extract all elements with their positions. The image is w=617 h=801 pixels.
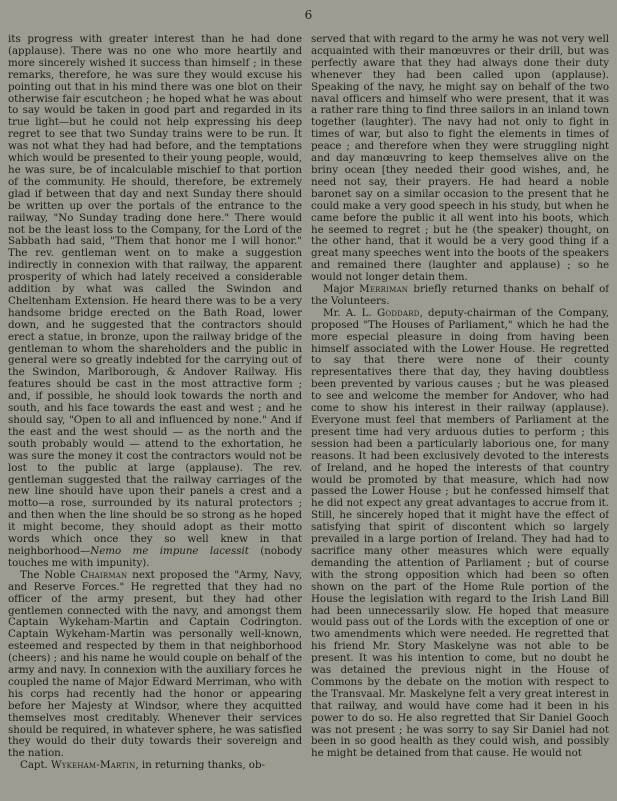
paragraph-text: , in returning thanks, ob- [135,759,265,772]
article-paragraph [311,34,609,284]
speaker-name: Merriman [359,283,409,296]
article-paragraph [311,284,609,308]
paragraph-text: Capt. [20,759,51,772]
paragraph-text: next proposed the "Army, Navy, and Reserve Forces." He regretted that they had no officer of the army present, but they had other gentlemen connected with the navy, and amongst them Captain Wykeham-Martin and Captain Codrington. Captain Wykeham-Martin was personally well-known, esteemed and respected by them in that neighborhood (cheers) ; and his name he would couple on behalf of the army and navy. In connexion with the auxiliary forces he coupled the name of Major Edward Merriman, who with his corps had recently had the honor or appearing before her Majesty at Windsor, where they acquitted themselves most creditably. Whenever their services should be required, in whatever sphere, he was satisfied they would do their duty towards their sovereign and the nation. [8,568,302,760]
paragraph-text: (nobody touches me with impunity). [8,544,302,569]
speaker-name: Chairman [80,568,128,581]
left-column [8,34,302,794]
paragraph-text: its progress with greater interest than he had done (applause). There was no one who more heartily and more sincerely wished it success than himself ; in these remarks, therefore, he was sure they would excuse his pointing out that in his mind there was one blot on their otherwise fair escutcheon ; he hoped what he was about to say would be taken in good part and regarded in its true light—but he could not help expressing his deep regret to see that two Sunday trains were to be run. It was not what they had had before, and the temptations which would be presented to their young people, would, he was sure, be of incalculable mischief to that portion of the community. He should, therefore, be extremely glad if between that day and next Sunday there should be written up over the portals of the entrance to the railway, "No Sunday trading done here." There would not be the least loss to the Company, for the Lord of the Sabbath had said, "Them that honor me I will honor." The rev. gentleman went on to make a suggestion indirectly in connexion with that railway, the apparent prosperity of which had lately received a considerable addition by what was called the Swindon and Cheltenham Extension. He heard there was to be a very handsome bridge erected on the Bath Road, lower down, and he suggested that the contractors should erect a statue, in bronze, upon the railway bridge of the gentleman to whom the shareholders and the public in general were so greatly indebted for the carrying out of the Swindon, Marlborough, & Andover Railway. His features should be cast in the most attractive form ; and, if possible, he should look towards the north and south, and his face towards the east and west ; and he should say, "Open to all and influenced by none." And if the east and the west should — as the north and the south probably would — attend to the exhortation, he was sure the money it cost the contractors would not be lost to the public at large (applause). The rev. gentleman suggested that the railway carriages of the new line should have upon their panels a crest and a motto—a rose, surrounded by its natural protectors ; and then when the line should be so strong as he hoped it might become, they should adopt as their motto words which once they so well knew in that neighborhood— [8,34,302,557]
article-paragraph [8,760,302,772]
article-paragraph [8,34,302,570]
paragraph-text: Mr. A. L. [323,306,377,319]
article-paragraph [311,308,609,760]
page-number: 6 [304,8,313,22]
paragraph-text: briefly returned thanks on behalf of the Volunteers. [311,283,609,307]
speaker-name: Goddard [377,306,420,319]
latin-motto: Nemo me impune lacessit [90,544,249,557]
paragraph-text: Major [323,283,360,296]
paragraph-text: , deputy-chairman of the Company, proposed "The Houses of Parliament," which he had the more especial pleasure in doing from having been himself associated with the Lower House. He regretted to say that there were none of their county representatives there that day, they having doubtless been prevented by various causes ; but he was pleased to see and welcome the member for Andover, who had come to show his interest in their railway (applause). Everyone must feel that members of Parliament at the present time had very arduous duties to perform ; this session had been a particularly laborious one, for many reasons. It had been exclusively devoted to the interests of Ireland, and he hoped the interests of that country would be promoted by that measure, which had now passed the Lower House ; but he confessed himself that he did not expect any great advantages to accrue from it. Still, he sincerely hoped that it might have the effect of satisfying that spirit of discontent which so largely prevailed in a large portion of Ireland. They had had to sacrifice many other measures which were equally demanding the attention of Parliament ; but of course with the strong opposition which had been so often shown on the part of the Home Rule portion of the House the legislation with regard to the Irish Land Bill had been unnecessarily slow. He hoped that measure would pass out of the Lords with the exception of one or two amendments which were needed. He regretted that his friend Mr. Story Maskelyne was not able to be present. It was his intention to come, but no doubt he was detained the previous night in the House of Commons by the debate on the motion with respect to the Transvaal. Mr. Maskelyne felt a very great interest in that railway, and would have come had it been in his power to do so. He also regretted that Sir Daniel Gooch was not present ; he was sorry to say Sir Daniel had not been in so good health as they could wish, and possibly he might be detained from that cause. He would not [311,306,609,760]
article-paragraph [8,570,302,761]
speaker-name: Wykeham-Martin [51,759,136,772]
paragraph-text: The Noble [20,568,81,581]
right-column [311,34,609,794]
paragraph-text: served that with regard to the army he was not very well acquainted with their manœuvres or their drill, but was perfectly aware that they had always done their duty whenever they had been called upon (applause). Speaking of the navy, he might say on behalf of the two naval officers and himself who were present, that it was a rather rare thing to find three sailors in an inland town together (laughter). The navy had not only to fight in times of war, but also to fight the elements in times of peace ; and therefore when they were struggling night and day manœuvring to keep themselves alive on the briny ocean [they needed their good wishes, and, he need not say, their prayers. He had heard a noble baronet say on a similar occasion to the present that he could make a very good speech in his study, but when he came before the public it all went into his boots, which he seemed to regret ; but he (the speaker) thought, on the other hand, that it would be a very good thing if a great many speeches went into the boots of the speakers and remained there (laughter and applause) ; so he would not longer detain them. [311,34,609,284]
